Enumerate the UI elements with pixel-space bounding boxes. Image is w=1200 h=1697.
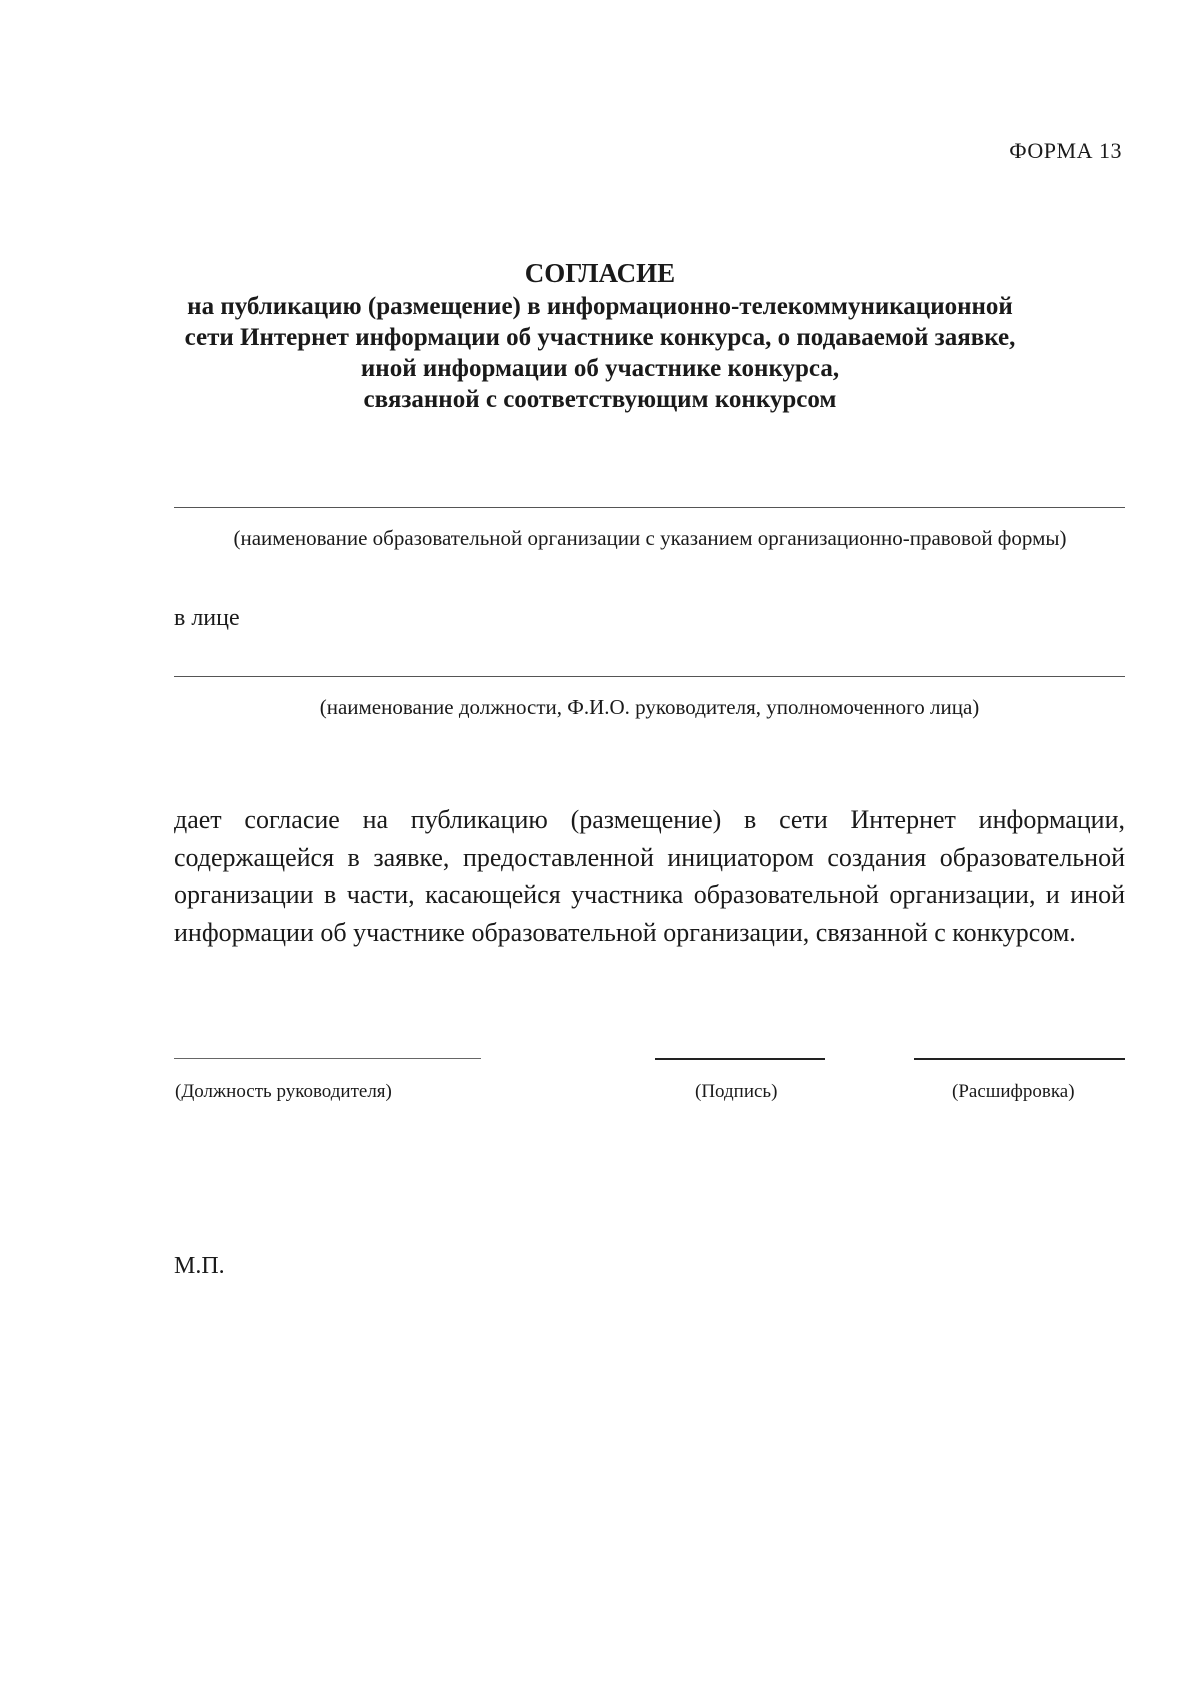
decoding-line[interactable] bbox=[914, 1058, 1125, 1060]
title-line: сети Интернет информации об участнике конкурса, о подаваемой заявке, bbox=[184, 324, 1016, 351]
organization-name-field[interactable] bbox=[174, 507, 1125, 508]
organization-caption: (наименование образовательной организации с указанием организационно-правовой формы) bbox=[233, 526, 1067, 550]
stamp-label: М.П. bbox=[174, 1253, 225, 1279]
position-signature-line[interactable] bbox=[174, 1058, 481, 1059]
form-number: ФОРМА 13 bbox=[1009, 138, 1122, 163]
document-title bbox=[150, 258, 1050, 415]
signature-caption: (Подпись) bbox=[695, 1081, 778, 1102]
representative-caption: (наименование должности, Ф.И.О. руководителя, уполномоченного лица) bbox=[319, 695, 980, 719]
representative-field[interactable] bbox=[174, 676, 1125, 677]
consent-text: дает согласие на публикацию (размещение) в сети Интернет информации, содержащейся в заявке, предоставленной инициатором создания образовательной организации в части, касающейся участника образовательной организации, и иной информации об участнике образовательной организации, связанной с конкурсом. bbox=[174, 805, 1125, 947]
decoding-caption: (Расшифровка) bbox=[952, 1081, 1075, 1102]
title-line: на публикацию (размещение) в информационно-телекоммуникационной bbox=[187, 293, 1013, 320]
signature-line[interactable] bbox=[655, 1058, 825, 1060]
title-line: связанной с соответствующим конкурсом bbox=[363, 386, 837, 413]
title-line: иной информации об участнике конкурса, bbox=[360, 355, 840, 382]
title-heading: СОГЛАСИЕ bbox=[524, 258, 676, 288]
represented-by-label: в лице bbox=[174, 605, 240, 631]
position-caption: (Должность руководителя) bbox=[175, 1081, 392, 1102]
